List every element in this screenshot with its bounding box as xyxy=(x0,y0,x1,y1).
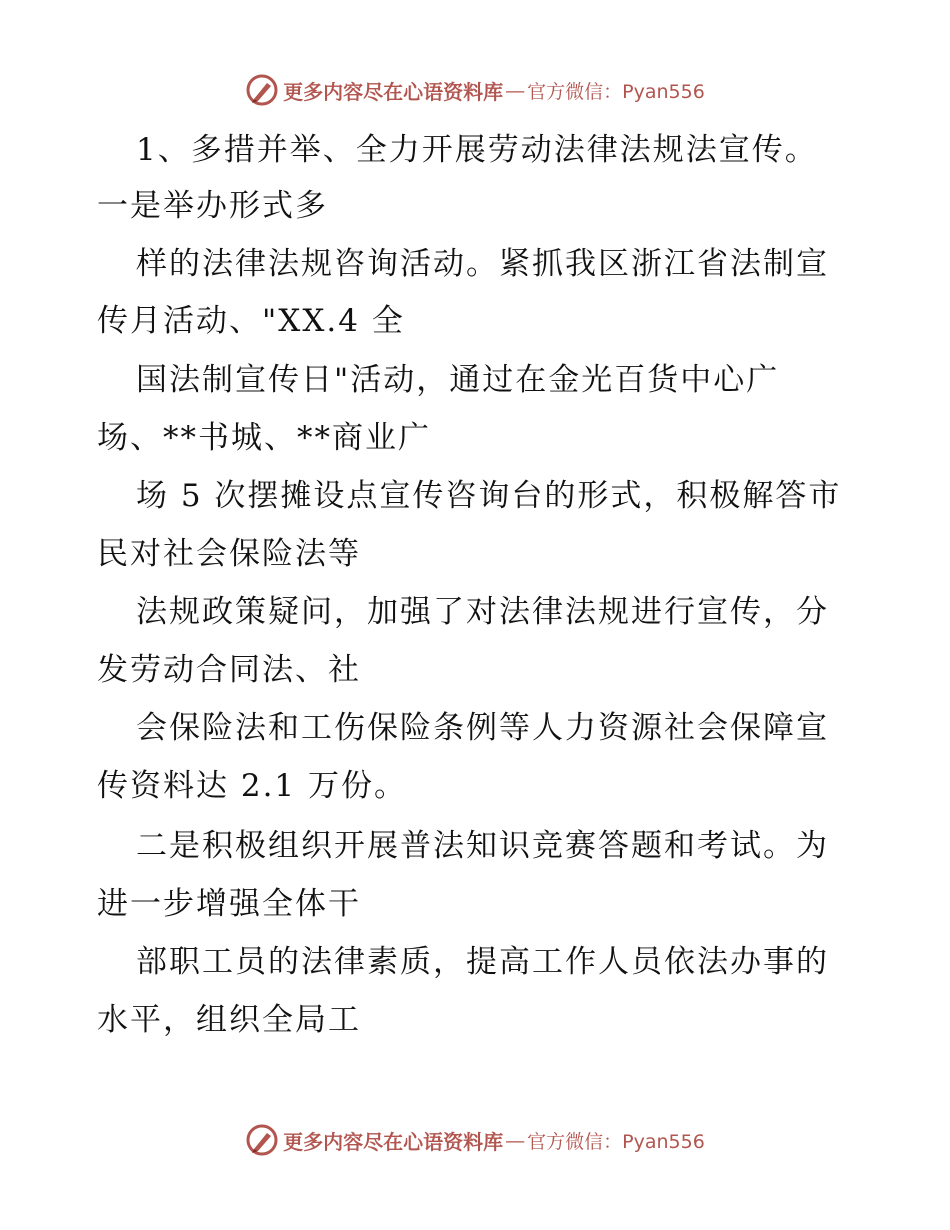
watermark-separator: — xyxy=(505,78,526,102)
paragraph-line: 一是举办形式多 xyxy=(97,188,328,224)
paragraph-line: 民对社会保险法等 xyxy=(97,536,361,572)
header-watermark xyxy=(0,70,950,110)
paragraph-line: 样的法律法规咨询活动。紧抓我区浙江省法制宣 xyxy=(136,246,829,282)
watermark-separator: — xyxy=(505,1128,526,1152)
pen-logo-icon xyxy=(245,1123,279,1157)
paragraph-line: 水平，组织全局工 xyxy=(97,1002,361,1038)
paragraph-line: 场 5 次摆摊设点宣传咨询台的形式，积极解答市 xyxy=(136,478,842,514)
paragraph-line: 法规政策疑问，加强了对法律法规进行宣传，分 xyxy=(136,594,829,630)
watermark-sub-text: 官方微信：Pyan556 xyxy=(527,1130,705,1153)
paragraph-line: 国法制宣传日"活动，通过在金光百货中心广 xyxy=(136,362,780,398)
paragraph-line: 发劳动合同法、社 xyxy=(97,652,361,688)
watermark-sub-text: 官方微信：Pyan556 xyxy=(527,80,705,103)
paragraph-line: 场、**书城、**商业广 xyxy=(97,420,431,456)
paragraph-line: 传资料达 2.1 万份。 xyxy=(97,768,408,804)
paragraph-line: 部职工员的法律素质，提高工作人员依法办事的 xyxy=(136,944,829,980)
watermark-main-text: 更多内容尽在心语资料库 xyxy=(283,1129,504,1154)
watermark-main-text: 更多内容尽在心语资料库 xyxy=(283,79,504,104)
pen-logo-icon xyxy=(245,73,279,107)
paragraph-line: 进一步增强全体干 xyxy=(97,886,361,922)
paragraph-line: 会保险法和工伤保险条例等人力资源社会保障宣 xyxy=(136,710,829,746)
paragraph-line: 1、多措并举、全力开展劳动法律法规法宣传。 xyxy=(136,132,818,168)
footer-watermark xyxy=(0,1120,950,1160)
paragraph-line: 二是积极组织开展普法知识竞赛答题和考试。为 xyxy=(136,828,829,864)
paragraph-line: 传月活动、"XX.4 全 xyxy=(97,303,405,339)
